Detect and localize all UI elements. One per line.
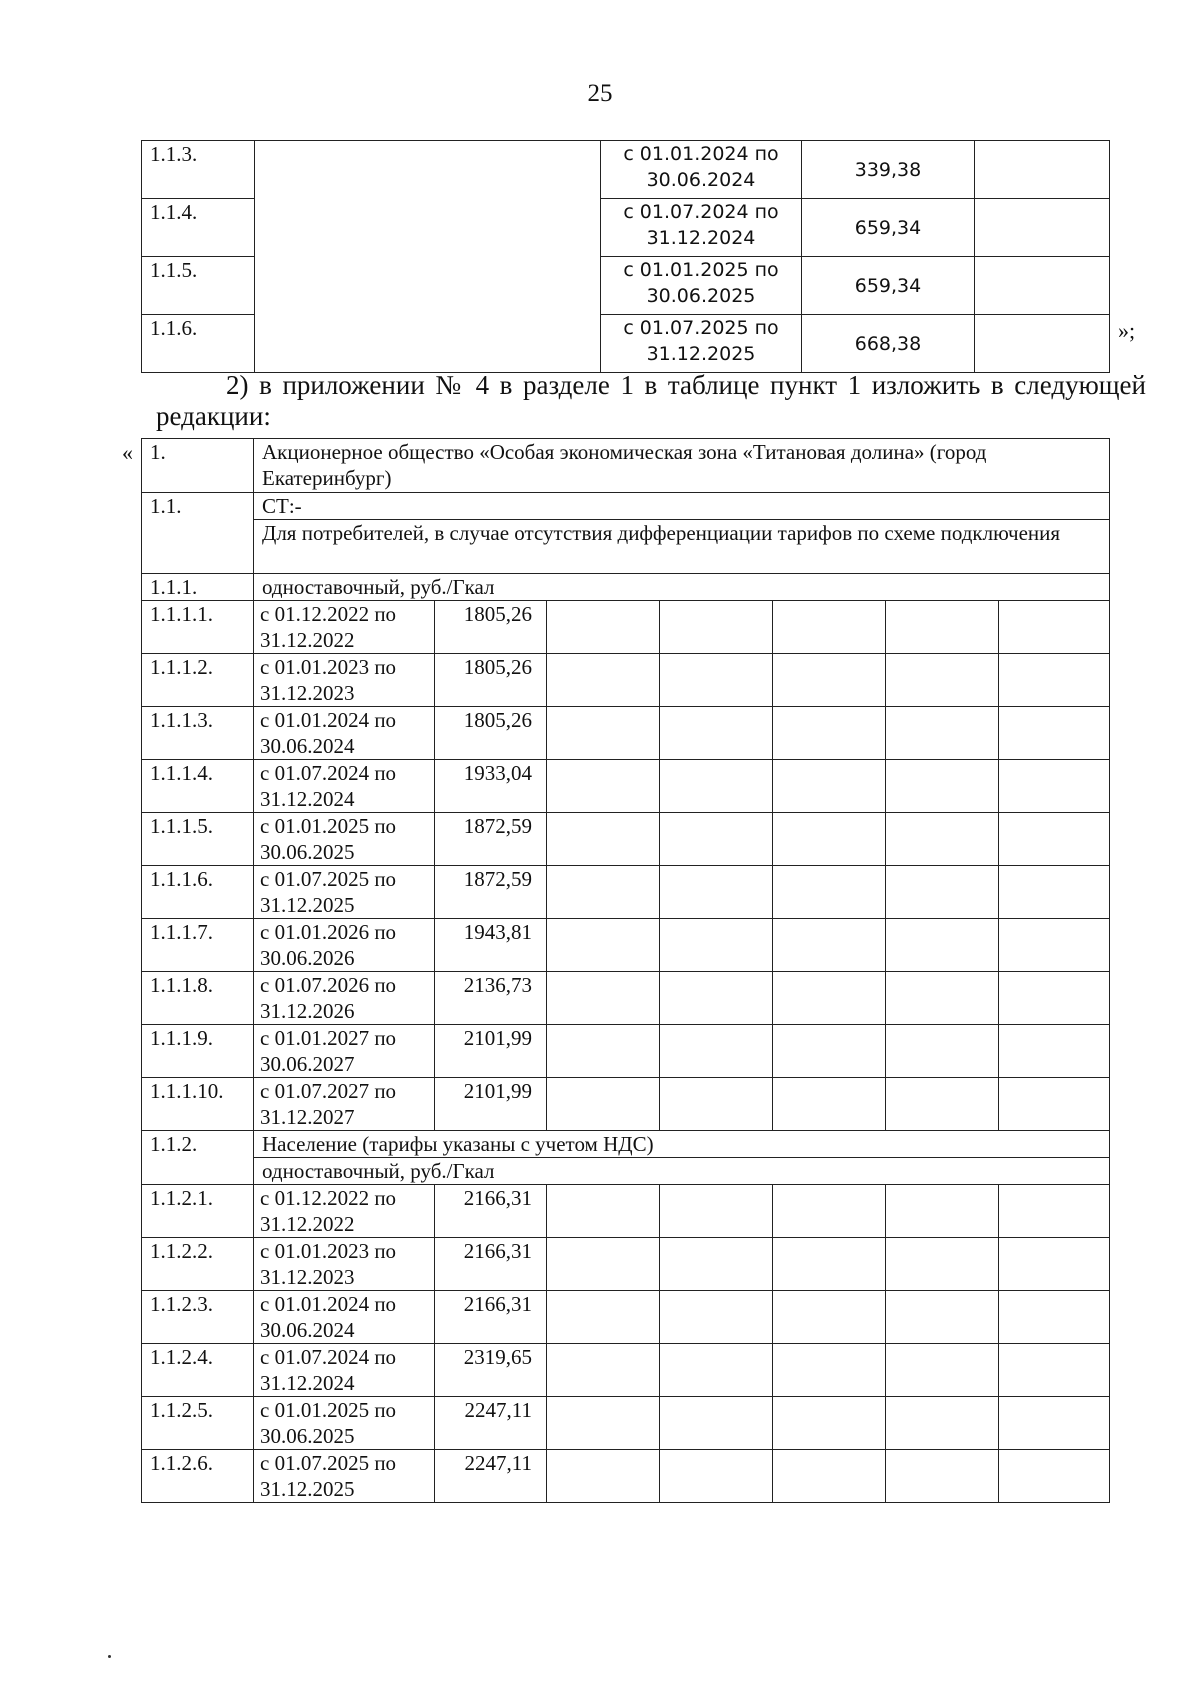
row-number: 1.1.5.: [142, 257, 255, 315]
period-cell: с 01.07.2025 по 31.12.2025: [601, 315, 802, 373]
period-cell: с 01.01.2026 по 30.06.2026: [254, 919, 435, 972]
empty-cell: [886, 707, 999, 760]
empty-cell: [547, 1238, 660, 1291]
period-cell: с 01.01.2023 по 31.12.2023: [254, 654, 435, 707]
empty-cell: [773, 866, 886, 919]
empty-cell: [999, 1291, 1110, 1344]
period-cell: с 01.07.2024 по 31.12.2024: [254, 1344, 435, 1397]
scan-speck: [108, 1655, 111, 1658]
table-row: [142, 1025, 1110, 1078]
empty-cell: [773, 760, 886, 813]
empty-cell: [547, 1025, 660, 1078]
tariff-value: 1943,81: [435, 919, 547, 972]
subsection-label: одноставочный, руб./Гкал: [254, 574, 1110, 601]
table-row: [142, 1291, 1110, 1344]
tariff-value: 2101,99: [435, 1078, 547, 1131]
row-number: 1.1.1.2.: [142, 654, 254, 707]
row-number: 1.1.2.5.: [142, 1397, 254, 1450]
empty-cell: [975, 141, 1110, 199]
tariff-table-continued: [141, 140, 1110, 373]
tariff-value: 2247,11: [435, 1450, 547, 1503]
table-row: [142, 813, 1110, 866]
row-number: 1.1.2.4.: [142, 1344, 254, 1397]
empty-cell: [886, 1185, 999, 1238]
row-number: 1.1.1.7.: [142, 919, 254, 972]
row-number: 1.1.2.6.: [142, 1450, 254, 1503]
period-cell: с 01.01.2024 по 30.06.2024: [254, 707, 435, 760]
empty-cell: [547, 1291, 660, 1344]
empty-cell: [660, 1450, 773, 1503]
empty-cell: [773, 654, 886, 707]
closing-quote: »;: [1118, 318, 1136, 343]
empty-cell: [975, 199, 1110, 257]
table-row: [142, 972, 1110, 1025]
period-cell: с 01.07.2026 по 31.12.2026: [254, 972, 435, 1025]
empty-cell: [886, 972, 999, 1025]
empty-cell: [660, 1025, 773, 1078]
empty-cell: [773, 972, 886, 1025]
period-cell: с 01.01.2023 по 31.12.2023: [254, 1238, 435, 1291]
tariff-table-new: [141, 438, 1110, 1503]
table-row: [142, 141, 1110, 199]
empty-cell: [660, 813, 773, 866]
tariff-value: 2247,11: [435, 1397, 547, 1450]
empty-cell: [999, 1025, 1110, 1078]
row-number: 1.1.4.: [142, 199, 255, 257]
tariff-value: 1805,26: [435, 707, 547, 760]
empty-cell: [773, 1397, 886, 1450]
org-name: Акционерное общество «Особая экономическая зона «Титановая долина» (город Екатеринбург): [254, 439, 1110, 493]
empty-cell: [999, 1397, 1110, 1450]
empty-cell: [255, 141, 601, 373]
empty-cell: [999, 1078, 1110, 1131]
amendment-paragraph: 2) в приложении № 4 в разделе 1 в таблице пункт 1 изложить в следующей: [226, 370, 1146, 400]
empty-cell: [660, 919, 773, 972]
row-number: 1.1.1.4.: [142, 760, 254, 813]
empty-cell: [999, 601, 1110, 654]
subsection-label: одноставочный, руб./Гкал: [254, 1158, 1110, 1185]
table-row: [142, 1344, 1110, 1397]
empty-cell: [547, 1344, 660, 1397]
empty-cell: [999, 1450, 1110, 1503]
empty-cell: [999, 1238, 1110, 1291]
empty-cell: [886, 1291, 999, 1344]
row-number: 1.1.1.5.: [142, 813, 254, 866]
empty-cell: [886, 1450, 999, 1503]
empty-cell: [660, 760, 773, 813]
empty-cell: [547, 707, 660, 760]
empty-cell: [547, 866, 660, 919]
empty-cell: [660, 654, 773, 707]
empty-cell: [999, 866, 1110, 919]
empty-cell: [886, 866, 999, 919]
tariff-value: 1872,59: [435, 866, 547, 919]
empty-cell: [547, 1397, 660, 1450]
empty-cell: [773, 1238, 886, 1291]
section-number: 1.1.: [142, 493, 254, 574]
period-cell: с 01.12.2022 по 31.12.2022: [254, 1185, 435, 1238]
empty-cell: [886, 654, 999, 707]
tariff-value: 2101,99: [435, 1025, 547, 1078]
empty-cell: [773, 1025, 886, 1078]
tariff-value: 2166,31: [435, 1238, 547, 1291]
tariff-value: 1805,26: [435, 601, 547, 654]
row-number: 1.1.1.8.: [142, 972, 254, 1025]
empty-cell: [547, 919, 660, 972]
section-code: СТ:-: [254, 493, 1110, 520]
table-row: [142, 1397, 1110, 1450]
tariff-value: 2319,65: [435, 1344, 547, 1397]
empty-cell: [660, 1397, 773, 1450]
empty-cell: [886, 601, 999, 654]
opening-quote: «: [122, 440, 133, 465]
empty-cell: [773, 1185, 886, 1238]
row-number: 1.1.1.10.: [142, 1078, 254, 1131]
empty-cell: [999, 760, 1110, 813]
empty-cell: [773, 919, 886, 972]
subsection-number: 1.1.2.: [142, 1131, 254, 1185]
empty-cell: [773, 1344, 886, 1397]
row-number: 1.1.1.3.: [142, 707, 254, 760]
empty-cell: [547, 813, 660, 866]
tariff-value: 1933,04: [435, 760, 547, 813]
empty-cell: [547, 601, 660, 654]
row-number: 1.1.2.3.: [142, 1291, 254, 1344]
empty-cell: [547, 654, 660, 707]
price-cell: 659,34: [802, 257, 975, 315]
row-number: 1.1.6.: [142, 315, 255, 373]
section-description: Для потребителей, в случае отсутствия дифференциации тарифов по схеме подключения: [254, 520, 1110, 574]
tariff-value: 1805,26: [435, 654, 547, 707]
empty-cell: [547, 1078, 660, 1131]
tariff-value: 1872,59: [435, 813, 547, 866]
empty-cell: [999, 707, 1110, 760]
empty-cell: [660, 1344, 773, 1397]
period-cell: с 01.01.2025 по 30.06.2025: [254, 813, 435, 866]
empty-cell: [975, 315, 1110, 373]
empty-cell: [886, 1344, 999, 1397]
table-row: [142, 760, 1110, 813]
price-cell: 659,34: [802, 199, 975, 257]
empty-cell: [660, 1185, 773, 1238]
empty-cell: [999, 654, 1110, 707]
empty-cell: [547, 972, 660, 1025]
table-row: [142, 866, 1110, 919]
period-cell: с 01.12.2022 по 31.12.2022: [254, 601, 435, 654]
empty-cell: [999, 1185, 1110, 1238]
table-row: [142, 1185, 1110, 1238]
empty-cell: [886, 760, 999, 813]
row-number: 1.1.1.1.: [142, 601, 254, 654]
empty-cell: [886, 1078, 999, 1131]
empty-cell: [547, 760, 660, 813]
empty-cell: [773, 1450, 886, 1503]
empty-cell: [660, 1238, 773, 1291]
empty-cell: [547, 1185, 660, 1238]
empty-cell: [886, 1025, 999, 1078]
period-cell: с 01.07.2025 по 31.12.2025: [254, 866, 435, 919]
price-cell: 668,38: [802, 315, 975, 373]
tariff-value: 2166,31: [435, 1185, 547, 1238]
subsection-title: Население (тарифы указаны с учетом НДС): [254, 1131, 1110, 1158]
row-number: 1.1.1.6.: [142, 866, 254, 919]
empty-cell: [999, 972, 1110, 1025]
empty-cell: [886, 1397, 999, 1450]
table-row: [142, 1450, 1110, 1503]
empty-cell: [773, 813, 886, 866]
empty-cell: [999, 813, 1110, 866]
empty-cell: [773, 1291, 886, 1344]
empty-cell: [886, 813, 999, 866]
period-cell: с 01.01.2025 по 30.06.2025: [254, 1397, 435, 1450]
tariff-value: 2136,73: [435, 972, 547, 1025]
subsection-number: 1.1.1.: [142, 574, 254, 601]
table-row: [142, 919, 1110, 972]
table-row: [142, 601, 1110, 654]
empty-cell: [660, 972, 773, 1025]
amendment-paragraph-end: редакции:: [156, 401, 271, 431]
empty-cell: [660, 1078, 773, 1131]
empty-cell: [773, 601, 886, 654]
period-cell: с 01.01.2024 по 30.06.2024: [601, 141, 802, 199]
row-number: 1.1.1.9.: [142, 1025, 254, 1078]
tariff-value: 2166,31: [435, 1291, 547, 1344]
period-cell: с 01.07.2025 по 31.12.2025: [254, 1450, 435, 1503]
empty-cell: [660, 707, 773, 760]
empty-cell: [886, 919, 999, 972]
row-number: 1.1.2.1.: [142, 1185, 254, 1238]
period-cell: с 01.01.2027 по 30.06.2027: [254, 1025, 435, 1078]
period-cell: с 01.01.2025 по 30.06.2025: [601, 257, 802, 315]
empty-cell: [660, 601, 773, 654]
table-row: [142, 1078, 1110, 1131]
empty-cell: [975, 257, 1110, 315]
empty-cell: [773, 1078, 886, 1131]
period-cell: с 01.07.2024 по 31.12.2024: [601, 199, 802, 257]
price-cell: 339,38: [802, 141, 975, 199]
empty-cell: [773, 707, 886, 760]
table-row: [142, 707, 1110, 760]
page-number: 25: [587, 80, 613, 107]
empty-cell: [886, 1238, 999, 1291]
empty-cell: [999, 1344, 1110, 1397]
period-cell: с 01.01.2024 по 30.06.2024: [254, 1291, 435, 1344]
table-row: [142, 1238, 1110, 1291]
period-cell: с 01.07.2024 по 31.12.2024: [254, 760, 435, 813]
row-number: 1.1.3.: [142, 141, 255, 199]
table-row: [142, 654, 1110, 707]
row-number: 1.1.2.2.: [142, 1238, 254, 1291]
org-number: 1.: [142, 439, 254, 493]
empty-cell: [999, 919, 1110, 972]
period-cell: с 01.07.2027 по 31.12.2027: [254, 1078, 435, 1131]
empty-cell: [660, 866, 773, 919]
empty-cell: [660, 1291, 773, 1344]
empty-cell: [547, 1450, 660, 1503]
